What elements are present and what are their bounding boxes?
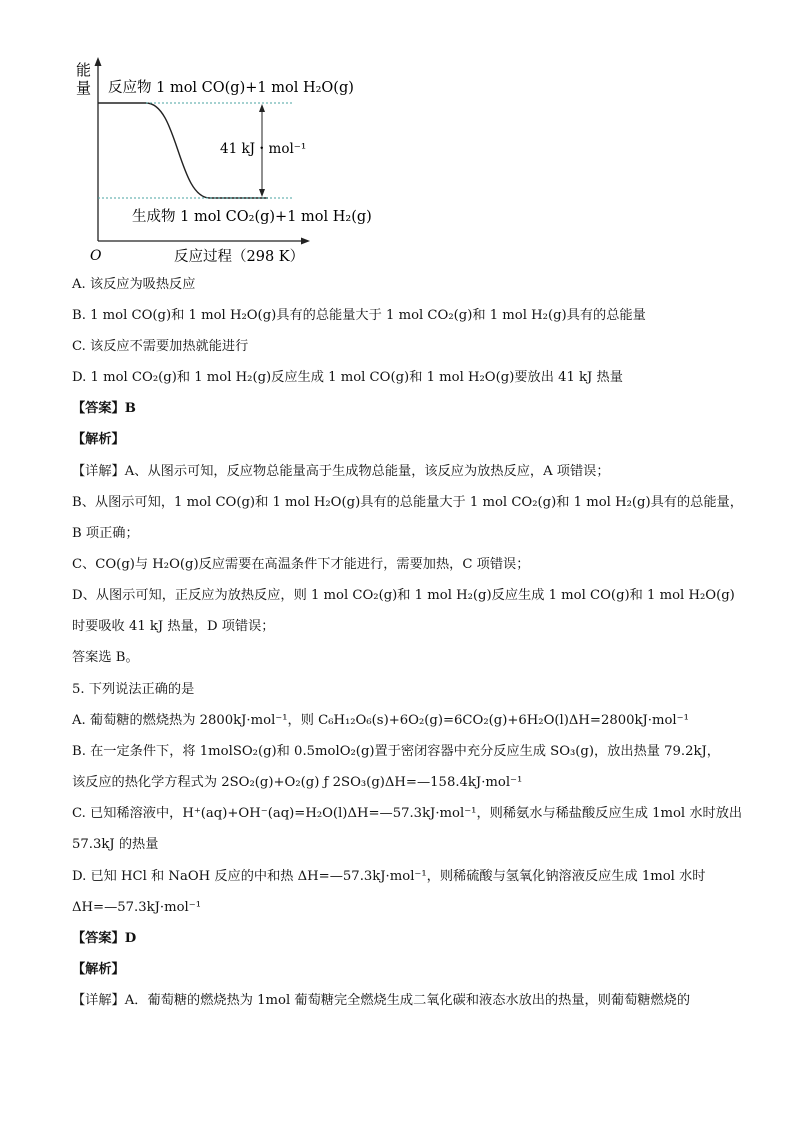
y-axis-label-1: 能 (76, 61, 92, 79)
y-axis-label-2: 量 (76, 79, 92, 97)
delta-arrow-up (259, 104, 265, 112)
option-a-q5: A. 葡萄糖的燃烧热为 2800kJ·mol⁻¹，则 C₆H₁₂O₆(s)+6O₂(g)=6CO₂(g)+6H₂O(l)ΔH=2800kJ·mol⁻¹ (72, 713, 689, 728)
option-a-q4: A. 该反应为吸热反应 (72, 277, 196, 292)
option-d-q5: D. 已知 HCl 和 NaOH 反应的中和热 ΔH=—57.3kJ·mol⁻¹，则稀硫酸与氢氧化钠溶液反应生成 1mol 水时 (72, 869, 706, 884)
explanation-line: B、从图示可知，1 mol CO(g)和 1 mol H₂O(g)具有的总能量大于 1 mol CO₂(g)和 1 mol H₂(g)具有的总能量， (72, 495, 743, 510)
answer-choice-line: 答案选 B。 (72, 650, 139, 665)
x-axis-label: 反应过程（298 K） (174, 249, 305, 265)
option-b-q5: B. 在一定条件下，将 1molSO₂(g)和 0.5molO₂(g)置于密闭容器中充分反应生成 SO₃(g)，放出热量 79.2kJ， (72, 744, 720, 759)
delta-arrow-down (259, 189, 265, 197)
explanation-line: 【详解】A．葡萄糖的燃烧热为 1mol 葡萄糖完全燃烧生成二氧化碳和液态水放出的热量，则葡萄糖燃烧的 (72, 993, 691, 1008)
option-d-q5-cont: ΔH=—57.3kJ·mol⁻¹ (72, 900, 202, 915)
analysis-heading-q5: 【解析】 (72, 962, 125, 977)
option-c-q4: C. 该反应不需要加热就能进行 (72, 339, 249, 354)
analysis-heading-q4: 【解析】 (72, 432, 125, 447)
option-c-q5-cont: 57.3kJ 的热量 (72, 837, 159, 852)
explanation-line: 【详解】A、从图示可知，反应物总能量高于生成物总能量，该反应为放热反应，A 项错误； (72, 464, 610, 479)
option-d-q4: D. 1 mol CO₂(g)和 1 mol H₂(g)反应生成 1 mol CO(g)和 1 mol H₂O(g)要放出 41 kJ 热量 (72, 370, 623, 385)
explanation-line: C、CO(g)与 H₂O(g)反应需要在高温条件下才能进行，需要加热，C 项错误； (72, 557, 530, 572)
y-axis-arrow (95, 57, 102, 66)
explanation-line: B 项正确； (72, 526, 139, 541)
answer-q5: 【答案】D (72, 931, 137, 946)
question-5-title: 5. 下列说法正确的是 (72, 682, 195, 697)
option-b-q4: B. 1 mol CO(g)和 1 mol H₂O(g)具有的总能量大于 1 mol CO₂(g)和 1 mol H₂(g)具有的总能量 (72, 308, 646, 323)
product-label: 生成物 1 mol CO₂(g)+1 mol H₂(g) (132, 209, 372, 225)
delta-label: 41 kJ・mol⁻¹ (220, 141, 307, 157)
x-axis-arrow (301, 238, 310, 245)
origin-label: O (90, 248, 102, 264)
explanation-line: 时要吸收 41 kJ 热量，D 项错误； (72, 619, 275, 634)
energy-diagram (60, 55, 380, 270)
option-c-q5: C. 已知稀溶液中，H⁺(aq)+OH⁻(aq)=H₂O(l)ΔH=—57.3kJ·mol⁻¹，则稀氨水与稀盐酸反应生成 1mol 水时放出 (72, 806, 743, 821)
option-b-q5-cont: 该反应的热化学方程式为 2SO₂(g)+O₂(g) ƒ 2SO₃(g)ΔH=—158.4kJ·mol⁻¹ (72, 775, 523, 790)
explanation-line: D、从图示可知，正反应为放热反应，则 1 mol CO₂(g)和 1 mol H₂(g)反应生成 1 mol CO(g)和 1 mol H₂O(g) (72, 588, 735, 603)
reactant-label: 反应物 1 mol CO(g)+1 mol H₂O(g) (108, 80, 354, 96)
answer-q4: 【答案】B (72, 401, 136, 416)
